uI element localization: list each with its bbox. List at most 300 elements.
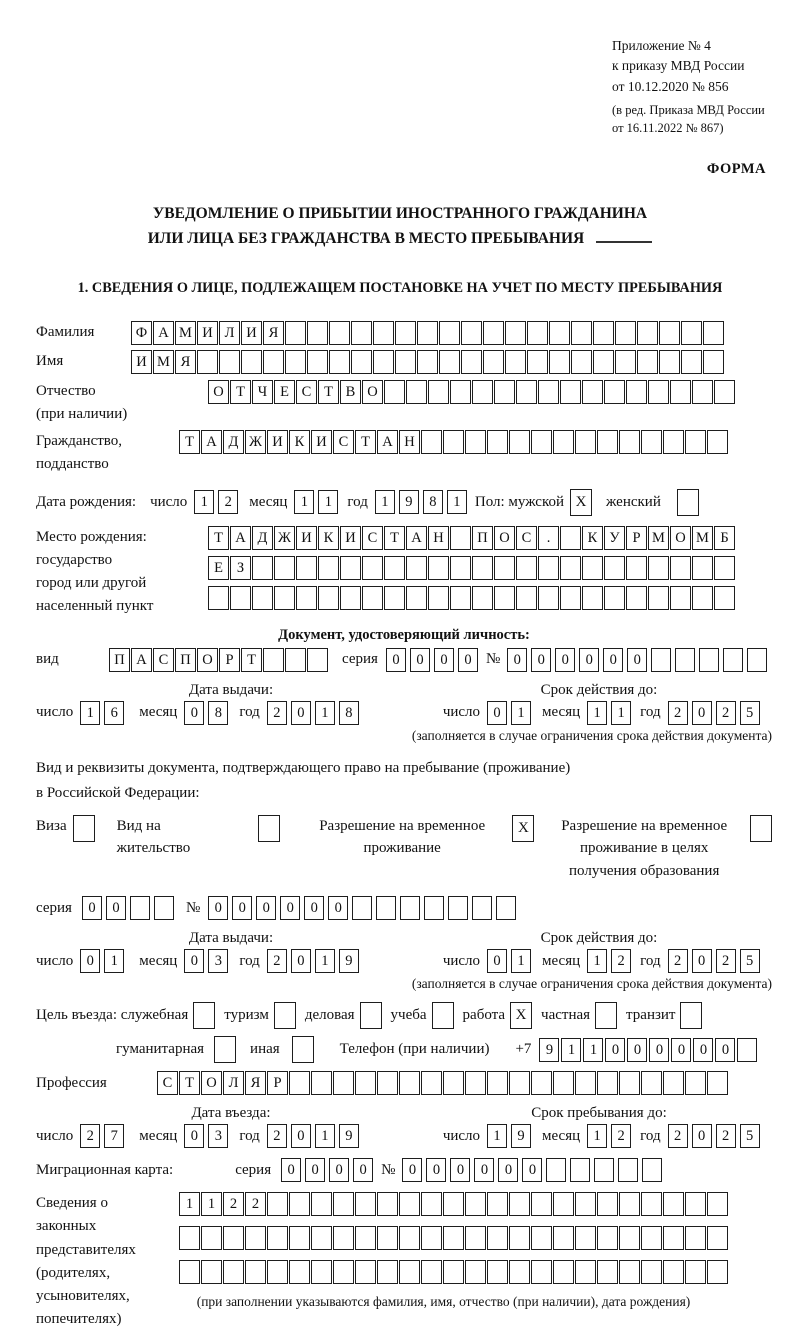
char-box[interactable] bbox=[267, 1226, 288, 1250]
char-box[interactable] bbox=[487, 1071, 508, 1095]
char-box[interactable]: 0 bbox=[106, 896, 126, 920]
char-box[interactable] bbox=[355, 1260, 376, 1284]
char-box[interactable] bbox=[443, 1192, 464, 1216]
char-box[interactable] bbox=[450, 586, 471, 610]
char-box[interactable] bbox=[516, 556, 537, 580]
char-box[interactable] bbox=[531, 430, 552, 454]
char-box[interactable] bbox=[531, 1192, 552, 1216]
char-box[interactable]: 7 bbox=[104, 1124, 124, 1148]
char-box[interactable] bbox=[223, 1260, 244, 1284]
char-box[interactable]: Т bbox=[179, 430, 200, 454]
char-box[interactable]: 1 bbox=[315, 949, 335, 973]
char-box[interactable]: 0 bbox=[605, 1038, 625, 1062]
char-box[interactable] bbox=[311, 1226, 332, 1250]
char-box[interactable] bbox=[663, 1192, 684, 1216]
char-box[interactable]: И bbox=[311, 430, 332, 454]
char-box[interactable] bbox=[582, 586, 603, 610]
char-box[interactable] bbox=[263, 350, 284, 374]
purpose-other-checkbox[interactable] bbox=[292, 1036, 314, 1063]
birthplace-line1-input[interactable] bbox=[208, 526, 735, 550]
char-box[interactable] bbox=[296, 586, 317, 610]
char-box[interactable] bbox=[723, 648, 743, 672]
char-box[interactable] bbox=[597, 1260, 618, 1284]
char-box[interactable] bbox=[289, 1260, 310, 1284]
char-box[interactable]: 0 bbox=[692, 701, 712, 725]
char-box[interactable]: 2 bbox=[716, 949, 736, 973]
char-box[interactable] bbox=[219, 350, 240, 374]
birth-day-input[interactable] bbox=[194, 490, 238, 514]
surname-input[interactable] bbox=[131, 321, 724, 345]
char-box[interactable] bbox=[406, 586, 427, 610]
char-box[interactable]: 8 bbox=[423, 490, 443, 514]
char-box[interactable]: 0 bbox=[487, 949, 507, 973]
char-box[interactable] bbox=[395, 321, 416, 345]
char-box[interactable]: 0 bbox=[498, 1158, 518, 1182]
char-box[interactable] bbox=[443, 1071, 464, 1095]
char-box[interactable] bbox=[659, 350, 680, 374]
char-box[interactable] bbox=[318, 556, 339, 580]
char-box[interactable] bbox=[527, 321, 548, 345]
char-box[interactable] bbox=[472, 556, 493, 580]
char-box[interactable] bbox=[619, 430, 640, 454]
char-box[interactable] bbox=[553, 430, 574, 454]
char-box[interactable]: М bbox=[692, 526, 713, 550]
char-box[interactable] bbox=[223, 1226, 244, 1250]
char-box[interactable]: 1 bbox=[561, 1038, 581, 1062]
char-box[interactable] bbox=[527, 350, 548, 374]
char-box[interactable] bbox=[424, 896, 444, 920]
char-box[interactable] bbox=[417, 321, 438, 345]
char-box[interactable] bbox=[560, 526, 581, 550]
char-box[interactable] bbox=[400, 896, 420, 920]
char-box[interactable] bbox=[582, 380, 603, 404]
char-box[interactable] bbox=[663, 1226, 684, 1250]
char-box[interactable]: А bbox=[377, 430, 398, 454]
char-box[interactable]: С bbox=[362, 526, 383, 550]
char-box[interactable]: 1 bbox=[80, 701, 100, 725]
char-box[interactable] bbox=[252, 586, 273, 610]
char-box[interactable] bbox=[351, 350, 372, 374]
char-box[interactable]: 5 bbox=[740, 949, 760, 973]
char-box[interactable]: 0 bbox=[386, 648, 406, 672]
char-box[interactable] bbox=[670, 380, 691, 404]
visa-checkbox[interactable] bbox=[73, 815, 95, 842]
entry-day[interactable] bbox=[80, 1124, 124, 1148]
char-box[interactable] bbox=[637, 350, 658, 374]
char-box[interactable]: А bbox=[406, 526, 427, 550]
char-box[interactable]: М bbox=[648, 526, 669, 550]
char-box[interactable]: Ф bbox=[131, 321, 152, 345]
char-box[interactable]: 1 bbox=[611, 701, 631, 725]
char-box[interactable]: Д bbox=[223, 430, 244, 454]
char-box[interactable] bbox=[439, 350, 460, 374]
char-box[interactable] bbox=[651, 648, 671, 672]
char-box[interactable]: 2 bbox=[267, 1124, 287, 1148]
char-box[interactable]: 0 bbox=[671, 1038, 691, 1062]
char-box[interactable] bbox=[597, 430, 618, 454]
char-box[interactable]: 0 bbox=[692, 949, 712, 973]
char-box[interactable] bbox=[377, 1260, 398, 1284]
char-box[interactable] bbox=[582, 556, 603, 580]
char-box[interactable] bbox=[615, 350, 636, 374]
char-box[interactable] bbox=[285, 321, 306, 345]
char-box[interactable]: 1 bbox=[375, 490, 395, 514]
char-box[interactable]: О bbox=[208, 380, 229, 404]
char-box[interactable]: А bbox=[153, 321, 174, 345]
char-box[interactable]: 2 bbox=[267, 701, 287, 725]
char-box[interactable]: Т bbox=[241, 648, 262, 672]
char-box[interactable] bbox=[670, 556, 691, 580]
char-box[interactable]: 1 bbox=[315, 1124, 335, 1148]
char-box[interactable]: М bbox=[175, 321, 196, 345]
char-box[interactable] bbox=[571, 350, 592, 374]
char-box[interactable]: 0 bbox=[487, 701, 507, 725]
char-box[interactable] bbox=[377, 1192, 398, 1216]
char-box[interactable] bbox=[465, 430, 486, 454]
char-box[interactable] bbox=[373, 350, 394, 374]
char-box[interactable]: 1 bbox=[104, 949, 124, 973]
char-box[interactable] bbox=[593, 350, 614, 374]
char-box[interactable] bbox=[648, 556, 669, 580]
char-box[interactable] bbox=[307, 321, 328, 345]
char-box[interactable] bbox=[553, 1260, 574, 1284]
char-box[interactable] bbox=[619, 1226, 640, 1250]
char-box[interactable] bbox=[465, 1226, 486, 1250]
char-box[interactable]: 0 bbox=[649, 1038, 669, 1062]
char-box[interactable] bbox=[494, 380, 515, 404]
char-box[interactable] bbox=[549, 350, 570, 374]
char-box[interactable] bbox=[329, 321, 350, 345]
char-box[interactable]: П bbox=[472, 526, 493, 550]
char-box[interactable]: 0 bbox=[458, 648, 478, 672]
char-box[interactable] bbox=[450, 556, 471, 580]
char-box[interactable] bbox=[505, 321, 526, 345]
char-box[interactable] bbox=[197, 350, 218, 374]
char-box[interactable] bbox=[685, 1071, 706, 1095]
char-box[interactable] bbox=[509, 1226, 530, 1250]
temp-residence-checkbox[interactable]: X bbox=[512, 815, 534, 842]
char-box[interactable] bbox=[538, 380, 559, 404]
char-box[interactable]: О bbox=[670, 526, 691, 550]
char-box[interactable] bbox=[333, 1192, 354, 1216]
char-box[interactable] bbox=[747, 648, 767, 672]
char-box[interactable] bbox=[692, 380, 713, 404]
identity-issue-day[interactable] bbox=[80, 701, 124, 725]
char-box[interactable] bbox=[450, 380, 471, 404]
char-box[interactable] bbox=[714, 380, 735, 404]
char-box[interactable] bbox=[329, 350, 350, 374]
char-box[interactable]: С bbox=[333, 430, 354, 454]
char-box[interactable]: И bbox=[296, 526, 317, 550]
stay-valid-year[interactable] bbox=[668, 949, 760, 973]
char-box[interactable] bbox=[399, 1192, 420, 1216]
char-box[interactable] bbox=[604, 586, 625, 610]
char-box[interactable]: Т bbox=[318, 380, 339, 404]
doc-seriya-input[interactable] bbox=[386, 648, 478, 672]
stay-until-month[interactable] bbox=[587, 1124, 631, 1148]
char-box[interactable]: С bbox=[516, 526, 537, 550]
char-box[interactable] bbox=[575, 1071, 596, 1095]
char-box[interactable] bbox=[619, 1192, 640, 1216]
char-box[interactable] bbox=[267, 1260, 288, 1284]
char-box[interactable] bbox=[626, 556, 647, 580]
char-box[interactable]: 1 bbox=[318, 490, 338, 514]
char-box[interactable]: 5 bbox=[740, 1124, 760, 1148]
char-box[interactable] bbox=[428, 556, 449, 580]
char-box[interactable] bbox=[531, 1260, 552, 1284]
stay-issue-day[interactable] bbox=[80, 949, 124, 973]
char-box[interactable] bbox=[707, 430, 728, 454]
char-box[interactable]: 0 bbox=[410, 648, 430, 672]
char-box[interactable]: Т bbox=[230, 380, 251, 404]
char-box[interactable] bbox=[641, 1260, 662, 1284]
representatives-line3-input[interactable] bbox=[179, 1260, 728, 1284]
char-box[interactable]: 2 bbox=[218, 490, 238, 514]
char-box[interactable]: В bbox=[340, 380, 361, 404]
char-box[interactable] bbox=[509, 1071, 530, 1095]
char-box[interactable]: 1 bbox=[511, 949, 531, 973]
char-box[interactable] bbox=[377, 1226, 398, 1250]
purpose-business-checkbox[interactable] bbox=[360, 1002, 382, 1029]
char-box[interactable] bbox=[516, 586, 537, 610]
char-box[interactable] bbox=[681, 350, 702, 374]
char-box[interactable]: Н bbox=[428, 526, 449, 550]
char-box[interactable] bbox=[461, 350, 482, 374]
char-box[interactable]: 0 bbox=[80, 949, 100, 973]
char-box[interactable]: К bbox=[582, 526, 603, 550]
char-box[interactable]: 2 bbox=[668, 701, 688, 725]
char-box[interactable] bbox=[685, 1226, 706, 1250]
birthplace-line3-input[interactable] bbox=[208, 586, 735, 610]
char-box[interactable] bbox=[685, 430, 706, 454]
char-box[interactable]: Я bbox=[245, 1071, 266, 1095]
stay-seriya-input[interactable] bbox=[82, 896, 174, 920]
char-box[interactable]: Т bbox=[355, 430, 376, 454]
char-box[interactable] bbox=[376, 896, 396, 920]
char-box[interactable]: 0 bbox=[291, 1124, 311, 1148]
char-box[interactable]: 0 bbox=[208, 896, 228, 920]
char-box[interactable]: Р bbox=[219, 648, 240, 672]
purpose-official-checkbox[interactable] bbox=[193, 1002, 215, 1029]
char-box[interactable] bbox=[659, 321, 680, 345]
char-box[interactable]: 3 bbox=[208, 1124, 228, 1148]
stay-valid-day[interactable] bbox=[487, 949, 531, 973]
char-box[interactable]: 9 bbox=[339, 949, 359, 973]
char-box[interactable] bbox=[352, 896, 372, 920]
char-box[interactable] bbox=[399, 1226, 420, 1250]
birthplace-line2-input[interactable] bbox=[208, 556, 735, 580]
char-box[interactable] bbox=[472, 896, 492, 920]
char-box[interactable] bbox=[619, 1071, 640, 1095]
char-box[interactable] bbox=[472, 380, 493, 404]
char-box[interactable] bbox=[252, 556, 273, 580]
birth-month-input[interactable] bbox=[294, 490, 338, 514]
char-box[interactable] bbox=[399, 1071, 420, 1095]
char-box[interactable] bbox=[637, 321, 658, 345]
purpose-study-checkbox[interactable] bbox=[432, 1002, 454, 1029]
char-box[interactable] bbox=[483, 321, 504, 345]
char-box[interactable] bbox=[333, 1226, 354, 1250]
char-box[interactable] bbox=[417, 350, 438, 374]
char-box[interactable] bbox=[699, 648, 719, 672]
char-box[interactable] bbox=[355, 1071, 376, 1095]
char-box[interactable] bbox=[714, 586, 735, 610]
char-box[interactable] bbox=[201, 1260, 222, 1284]
char-box[interactable] bbox=[307, 648, 328, 672]
char-box[interactable]: И bbox=[241, 321, 262, 345]
char-box[interactable]: 2 bbox=[80, 1124, 100, 1148]
representatives-line2-input[interactable] bbox=[179, 1226, 728, 1250]
char-box[interactable] bbox=[274, 586, 295, 610]
char-box[interactable] bbox=[450, 526, 471, 550]
char-box[interactable]: 2 bbox=[668, 1124, 688, 1148]
char-box[interactable] bbox=[692, 556, 713, 580]
stay-issue-month[interactable] bbox=[184, 949, 228, 973]
char-box[interactable]: 0 bbox=[280, 896, 300, 920]
char-box[interactable] bbox=[130, 896, 150, 920]
char-box[interactable] bbox=[597, 1071, 618, 1095]
stay-until-day[interactable] bbox=[487, 1124, 531, 1148]
char-box[interactable]: О bbox=[362, 380, 383, 404]
migration-seriya-input[interactable] bbox=[281, 1158, 373, 1182]
char-box[interactable] bbox=[707, 1071, 728, 1095]
char-box[interactable] bbox=[384, 586, 405, 610]
stay-valid-month[interactable] bbox=[587, 949, 631, 973]
char-box[interactable] bbox=[362, 586, 383, 610]
char-box[interactable]: Е bbox=[208, 556, 229, 580]
char-box[interactable] bbox=[340, 586, 361, 610]
char-box[interactable] bbox=[307, 350, 328, 374]
char-box[interactable]: 0 bbox=[434, 648, 454, 672]
char-box[interactable] bbox=[597, 1192, 618, 1216]
char-box[interactable] bbox=[461, 321, 482, 345]
char-box[interactable]: 0 bbox=[329, 1158, 349, 1182]
char-box[interactable]: 2 bbox=[611, 949, 631, 973]
char-box[interactable] bbox=[439, 321, 460, 345]
sex-male-checkbox[interactable]: X bbox=[570, 489, 592, 516]
stay-until-year[interactable] bbox=[668, 1124, 760, 1148]
char-box[interactable] bbox=[289, 1071, 310, 1095]
char-box[interactable]: Л bbox=[223, 1071, 244, 1095]
stay-issue-year[interactable] bbox=[267, 949, 359, 973]
char-box[interactable] bbox=[483, 350, 504, 374]
char-box[interactable]: О bbox=[197, 648, 218, 672]
purpose-private-checkbox[interactable] bbox=[595, 1002, 617, 1029]
char-box[interactable] bbox=[737, 1038, 757, 1062]
char-box[interactable]: 1 bbox=[587, 701, 607, 725]
char-box[interactable]: 0 bbox=[281, 1158, 301, 1182]
char-box[interactable] bbox=[421, 430, 442, 454]
char-box[interactable] bbox=[641, 430, 662, 454]
char-box[interactable] bbox=[465, 1260, 486, 1284]
char-box[interactable] bbox=[472, 586, 493, 610]
char-box[interactable]: 0 bbox=[627, 1038, 647, 1062]
char-box[interactable]: 2 bbox=[716, 1124, 736, 1148]
char-box[interactable]: 1 bbox=[294, 490, 314, 514]
char-box[interactable]: П bbox=[175, 648, 196, 672]
char-box[interactable] bbox=[648, 586, 669, 610]
char-box[interactable] bbox=[443, 430, 464, 454]
char-box[interactable] bbox=[553, 1071, 574, 1095]
migration-number-input[interactable] bbox=[402, 1158, 662, 1182]
char-box[interactable] bbox=[267, 1192, 288, 1216]
purpose-transit-checkbox[interactable] bbox=[680, 1002, 702, 1029]
char-box[interactable]: 0 bbox=[603, 648, 623, 672]
char-box[interactable] bbox=[594, 1158, 614, 1182]
char-box[interactable]: 1 bbox=[201, 1192, 222, 1216]
char-box[interactable] bbox=[703, 350, 724, 374]
char-box[interactable] bbox=[670, 586, 691, 610]
char-box[interactable] bbox=[707, 1260, 728, 1284]
char-box[interactable] bbox=[615, 321, 636, 345]
char-box[interactable] bbox=[208, 586, 229, 610]
char-box[interactable]: 2 bbox=[668, 949, 688, 973]
char-box[interactable]: 1 bbox=[194, 490, 214, 514]
residence-permit-checkbox[interactable] bbox=[258, 815, 280, 842]
char-box[interactable]: 0 bbox=[328, 896, 348, 920]
char-box[interactable] bbox=[421, 1226, 442, 1250]
char-box[interactable] bbox=[663, 1071, 684, 1095]
char-box[interactable]: 0 bbox=[693, 1038, 713, 1062]
char-box[interactable]: 0 bbox=[184, 1124, 204, 1148]
char-box[interactable]: 8 bbox=[208, 701, 228, 725]
char-box[interactable]: 0 bbox=[305, 1158, 325, 1182]
char-box[interactable] bbox=[289, 1192, 310, 1216]
char-box[interactable] bbox=[707, 1226, 728, 1250]
char-box[interactable] bbox=[241, 350, 262, 374]
char-box[interactable]: 1 bbox=[179, 1192, 200, 1216]
char-box[interactable]: И bbox=[340, 526, 361, 550]
purpose-tourism-checkbox[interactable] bbox=[274, 1002, 296, 1029]
char-box[interactable]: К bbox=[289, 430, 310, 454]
char-box[interactable]: 0 bbox=[531, 648, 551, 672]
char-box[interactable] bbox=[443, 1226, 464, 1250]
char-box[interactable] bbox=[570, 1158, 590, 1182]
char-box[interactable]: 0 bbox=[507, 648, 527, 672]
char-box[interactable] bbox=[575, 1226, 596, 1250]
char-box[interactable] bbox=[626, 380, 647, 404]
char-box[interactable]: Д bbox=[252, 526, 273, 550]
char-box[interactable] bbox=[289, 1226, 310, 1250]
char-box[interactable]: О bbox=[201, 1071, 222, 1095]
char-box[interactable]: 0 bbox=[474, 1158, 494, 1182]
char-box[interactable] bbox=[546, 1158, 566, 1182]
char-box[interactable] bbox=[487, 1226, 508, 1250]
char-box[interactable] bbox=[494, 586, 515, 610]
char-box[interactable]: 0 bbox=[291, 701, 311, 725]
patronymic-input[interactable] bbox=[208, 380, 735, 404]
char-box[interactable]: И bbox=[197, 321, 218, 345]
char-box[interactable] bbox=[707, 1192, 728, 1216]
char-box[interactable]: О bbox=[494, 526, 515, 550]
char-box[interactable]: 2 bbox=[267, 949, 287, 973]
char-box[interactable]: Е bbox=[274, 380, 295, 404]
char-box[interactable] bbox=[487, 1260, 508, 1284]
phone-input[interactable] bbox=[539, 1038, 757, 1062]
char-box[interactable] bbox=[487, 430, 508, 454]
char-box[interactable] bbox=[560, 556, 581, 580]
char-box[interactable] bbox=[663, 430, 684, 454]
char-box[interactable] bbox=[274, 556, 295, 580]
char-box[interactable] bbox=[571, 321, 592, 345]
char-box[interactable] bbox=[516, 380, 537, 404]
char-box[interactable] bbox=[377, 1071, 398, 1095]
char-box[interactable] bbox=[230, 586, 251, 610]
char-box[interactable] bbox=[641, 1071, 662, 1095]
char-box[interactable]: Я bbox=[175, 350, 196, 374]
char-box[interactable] bbox=[465, 1071, 486, 1095]
char-box[interactable] bbox=[642, 1158, 662, 1182]
